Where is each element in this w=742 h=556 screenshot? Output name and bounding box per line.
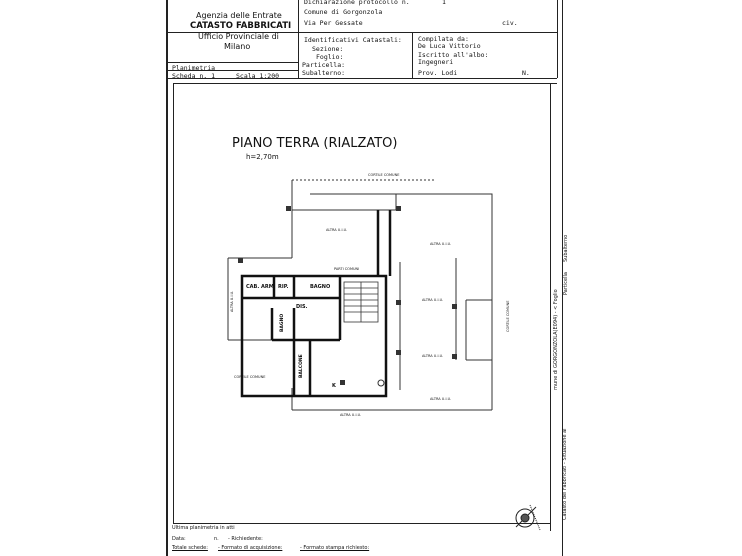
scheda-label: Scheda n. 1 [172, 72, 216, 80]
room-balcone: BALCONE [299, 354, 304, 378]
protocol-label: Dichiarazione protocollo n. [304, 0, 410, 6]
planimetria-label: Planimetria [172, 64, 216, 72]
room-cab-arm: CAB. ARM. [246, 284, 276, 290]
altra-6: ALTRA U.I.U. [340, 413, 362, 417]
vertical-text-2: mune di GORGONZOLA(E094) - < Foglio [553, 289, 559, 390]
room-k: K [332, 383, 336, 389]
footer-divider [173, 523, 550, 524]
agency-line-4: Milano [224, 42, 251, 51]
iscritto-label: Iscritto all'albo: [418, 51, 489, 59]
footer-formato-acq: - Formato di acquisizione: [218, 545, 283, 551]
footer-line-1: Ultima planimetria in atti [172, 525, 235, 531]
civ-label: civ. [502, 19, 518, 27]
comune-text: Comune di Gorgonzola [304, 8, 383, 16]
compilata-value: De Luca Vittorio [418, 42, 481, 50]
altra-7: ALTRA U.I.U. [230, 290, 234, 312]
prov-label: Prov. Lodi [418, 69, 458, 77]
particella-label: Particella: [302, 61, 346, 69]
cortile-right: CORTILE COMUNE [506, 300, 510, 332]
sezione-label: Sezione: [312, 45, 344, 53]
altra-1: ALTRA U.I.U. [326, 228, 348, 232]
compilata-label: Compilata da: [418, 35, 469, 43]
agency-line-2: CATASTO FABBRICATI [190, 21, 292, 31]
cortile-left: CORTILE COMUNE [234, 375, 266, 379]
n-label: N. [522, 69, 530, 77]
vertical-text-4: Subalterno [563, 234, 569, 262]
parti-comuni: PARTI COMUNI [334, 267, 360, 271]
cortile-top: CORTILE COMUNE [368, 173, 400, 177]
footer-richiedente: - Richiedente: [228, 536, 263, 542]
footer-n-label: n. [214, 536, 219, 542]
catasto-title: Identificativi Catastali: [304, 36, 402, 44]
foglio-label: Foglio: [316, 53, 344, 61]
agency-line-1: Agenzia delle Entrate [196, 11, 282, 20]
altra-4: ALTRA U.I.U. [422, 354, 444, 358]
room-dis: DIS. [296, 304, 308, 310]
plan-title: PIANO TERRA (RIALZATO) [232, 136, 398, 151]
room-rip: RIP. [278, 284, 289, 290]
scala-label: Scala 1:200 [236, 72, 280, 80]
vertical-text-3: Particella [563, 272, 569, 295]
altra-2: ALTRA U.I.U. [430, 242, 452, 246]
footer-data-label: Data: [172, 536, 186, 542]
iscritto-value: Ingegneri [418, 58, 454, 66]
room-bagno-1: BAGNO [310, 284, 331, 290]
footer-formato-stampa: - Formato stampa richiesto: [300, 545, 370, 551]
plan-height: h=2,70m [246, 153, 279, 161]
via-text: Via Per Gessate [304, 19, 363, 27]
altra-3: ALTRA U.I.U. [422, 298, 444, 302]
footer-totale: Totale schede: [172, 545, 208, 551]
subalterno-label: Subalterno: [302, 69, 346, 77]
altra-5: ALTRA U.I.U. [430, 397, 452, 401]
protocol-value: 1 [442, 0, 446, 6]
agency-line-3: Ufficio Provinciale di [198, 32, 279, 41]
vertical-text-1: Catasto dei Fabbricati - Situazione al [562, 428, 568, 520]
room-bagno-2: BAGNO [280, 313, 285, 332]
